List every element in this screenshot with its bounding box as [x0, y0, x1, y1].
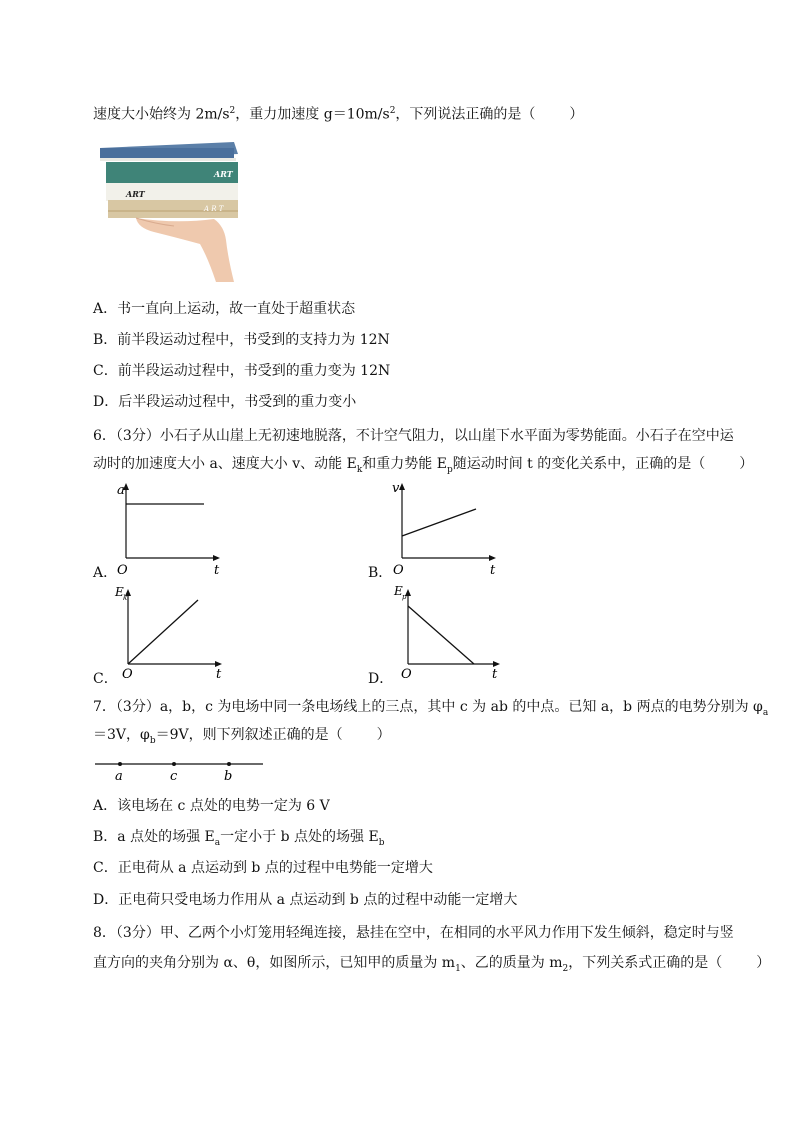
- q6-graph-d-ylabel: E: [394, 584, 403, 598]
- q6-graph-c: [110, 582, 232, 680]
- q6-graph-a-origin: O: [117, 563, 128, 576]
- q7-stem-line2: ＝3V，$\varphi_b=9V$，则下列叙述正确的是（ ）: [93, 727, 391, 746]
- q7-option-c: C．正电荷从 a 点运动到 b 点的过程中电势能一定增大: [93, 860, 433, 876]
- q6-graph-a: [108, 478, 230, 576]
- book-top-title: ART: [214, 169, 233, 179]
- q6-graph-d-origin: O: [401, 667, 412, 680]
- q6-graph-d-ysub: p: [402, 593, 407, 601]
- q7-stem-line1: 7．（3分）a，b，c 为电场中同一条电场线上的三点，其中 c 为 ab 的中点。已知 a，b 两点的电势分别为 $\varphi_a$: [93, 699, 769, 718]
- q6-graph-a-letter: A．: [93, 565, 118, 581]
- q7-point-c-label: c: [170, 769, 178, 784]
- q5-option-a: A．书一直向上运动，故一直处于超重状态: [93, 301, 356, 317]
- q6-stem-line1: 6．（3分）小石子从山崖上无初速地脱落，不计空气阻力，以山崖下水平面为零势能面。小石子在空中运: [93, 428, 734, 444]
- q6-graph-c-ysub: k: [123, 594, 128, 602]
- q8-stem-line2: 直方向的夹角分别为 α、θ，如图所示，已知甲的质量为 $m_1$、乙的质量为 $m_2$，下列关系式正确的是（ ）: [93, 955, 771, 974]
- q7-point-a-label: a: [115, 769, 123, 784]
- q6-stem-line2: 动时的加速度大小 a、速度大小 v、动能 $E_k$和重力势能 $E_p$随运动时间 t 的变化关系中，正确的是（ ）: [93, 456, 754, 475]
- q7-option-a: A．该电场在 c 点处的电势一定为 6 V: [93, 798, 330, 814]
- q7-field-line-diagram: [93, 756, 268, 784]
- book-spine-title: ART: [126, 189, 145, 199]
- q5-option-d: D．后半段运动过程中，书受到的重力变小: [93, 394, 357, 410]
- q6-graph-c-ylabel: E: [115, 585, 124, 599]
- q6-graph-b-letter: B．: [368, 565, 393, 581]
- q7-option-b: B．a 点处的场强 $E_a$一定小于 b 点处的场强 $E_b$: [93, 829, 385, 848]
- q6-graph-b-ylabel: v: [392, 481, 400, 496]
- q6-graph-c-letter: C．: [93, 671, 118, 687]
- q6-graph-a-xlabel: t: [214, 563, 220, 576]
- q6-graph-a-ylabel: a: [117, 483, 125, 498]
- q7-option-d: D．正电荷只受电场力作用从 a 点运动到 b 点的过程中动能一定增大: [93, 892, 518, 908]
- q6-graph-b-xlabel: t: [490, 563, 496, 576]
- q6-graph-d: [390, 582, 512, 680]
- q6-graph-d-xlabel: t: [492, 667, 498, 680]
- q5-intro: 速度大小始终为 $2m/s^2$，重力加速度 $g=10m/s^2$，下列说法正确的是（ ）: [93, 106, 584, 123]
- q6-graph-b-origin: O: [393, 563, 404, 576]
- q6-graph-d-letter: D．: [368, 671, 394, 687]
- q5-option-b: B．前半段运动过程中，书受到的支持力为 12N: [93, 332, 390, 348]
- q6-graph-c-origin: O: [122, 667, 133, 680]
- q6-graph-b: [384, 478, 506, 576]
- books-on-hand-image: [96, 140, 246, 282]
- q7-point-b-label: b: [224, 769, 233, 784]
- q6-graph-c-xlabel: t: [216, 667, 222, 680]
- q5-option-c: C．前半段运动过程中，书受到的重力变为 12N: [93, 363, 391, 379]
- q8-stem-line1: 8．（3分）甲、乙两个小灯笼用轻绳连接，悬挂在空中，在相同的水平风力作用下发生倾斜，稳定时与竖: [93, 925, 734, 941]
- svg-text:A R T: A R T: [204, 205, 224, 213]
